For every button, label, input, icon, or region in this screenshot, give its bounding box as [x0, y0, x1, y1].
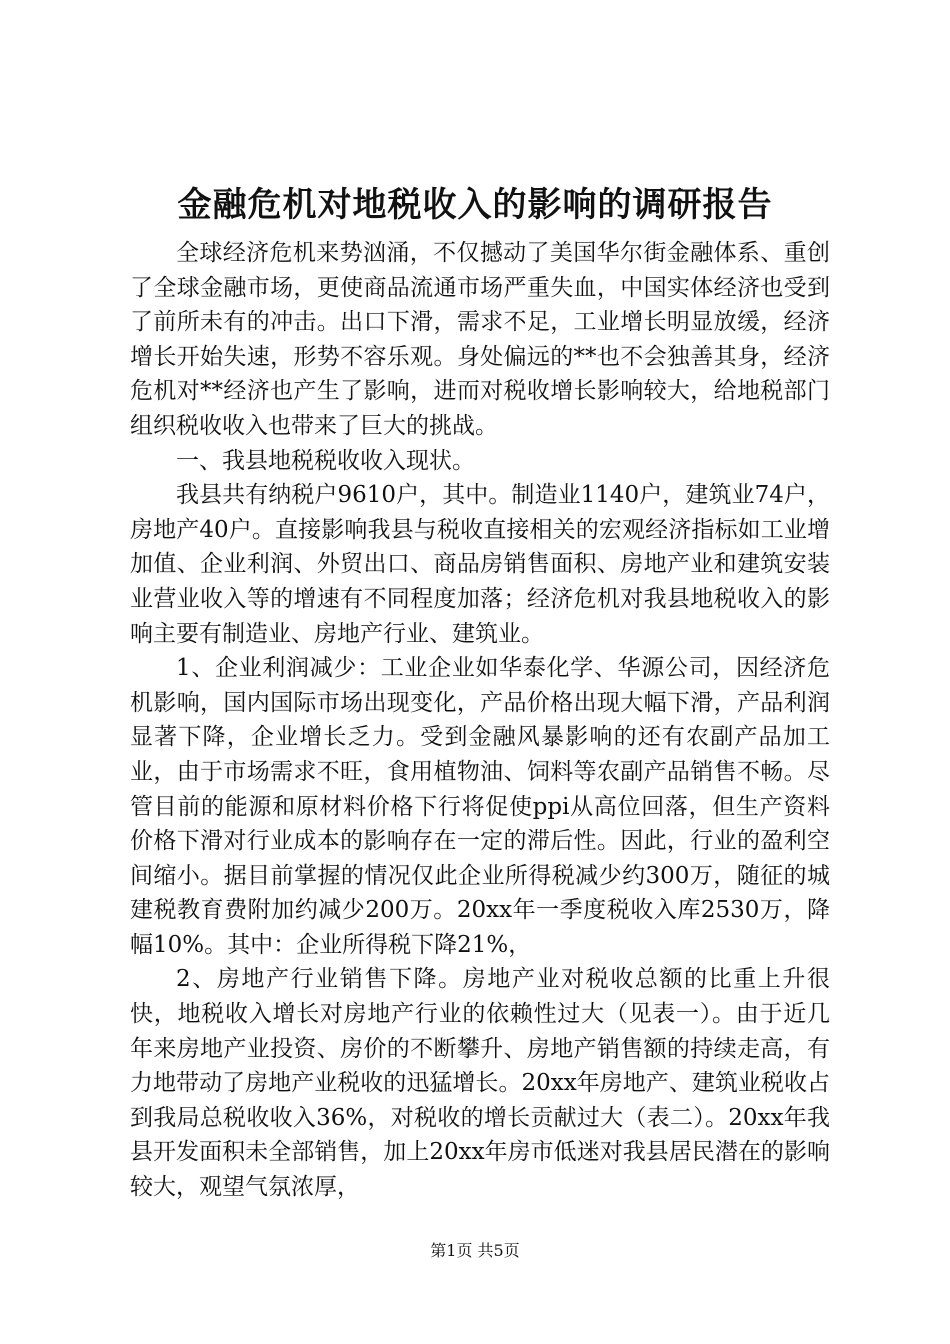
paragraph-taxpayers: 我县共有纳税户9610户，其中。制造业1140户，建筑业74户，房地产40户。直接影响我县与税收直接相关的宏观经济指标如工业增加值、企业利润、外贸出口、商品房销售面积、房地产业和建筑安装业营业收入等的增速有不同程度加落；经济危机对我县地税收入的影响主要有制造业、房地产行业、建筑业。: [130, 482, 830, 647]
paragraph-real-estate: 2、房地产行业销售下降。房地产业对税收总额的比重上升很快，地税收入增长对房地产行业的依赖性过大（见表一）。由于近几年来房地产业投资、房价的不断攀升、房地产销售额的持续走高，有力地带动了房地产业税收的迅猛增长。20xx年房地产、建筑业税收占到我局总税收收入36%，对税收的增长贡献过大（表二）。20xx年我县开发面积未全部销售，加上20xx年房市低迷对我县居民潜在的影响较大，观望气氛浓厚，: [130, 966, 830, 1201]
page-number-footer: 第1页 共5页: [430, 1241, 520, 1260]
paragraph-profit-decline: 1、企业利润减少：工业企业如华泰化学、华源公司，因经济危机影响，国内国际市场出现变化，产品价格出现大幅下滑，产品利润显著下降，企业增长乏力。受到金融风暴影响的还有农副产品加工业，由于市场需求不旺，食用植物油、饲料等农副产品销售不畅。尽管目前的能源和原材料价格下行将促使ppi从高位回落，但生产资料价格下滑对行业成本的影响存在一定的滞后性。因此，行业的盈利空间缩小。据目前掌握的情况仅此企业所得税减少约300万，随征的城建税教育费附加约减少200万。20xx年一季度税收入库2530万，降幅10%。其中：企业所得税下降21%，: [130, 655, 830, 958]
document-body: [130, 236, 830, 1205]
paragraph-intro: 全球经济危机来势汹涌，不仅撼动了美国华尔街金融体系、重创了全球金融市场，更使商品流通市场严重失血，中国实体经济也受到了前所未有的冲击。出口下滑，需求不足，工业增长明显放缓，经济增长开始失速，形势不容乐观。身处偏远的**也不会独善其身，经济危机对**经济也产生了影响，进而对税收增长影响较大，给地税部门组织税收收入也带来了巨大的挑战。: [130, 240, 830, 439]
section-heading-1: 一、我县地税税收收入现状。: [176, 447, 475, 474]
document-title: 金融危机对地税收入的影响的调研报告: [177, 184, 773, 225]
